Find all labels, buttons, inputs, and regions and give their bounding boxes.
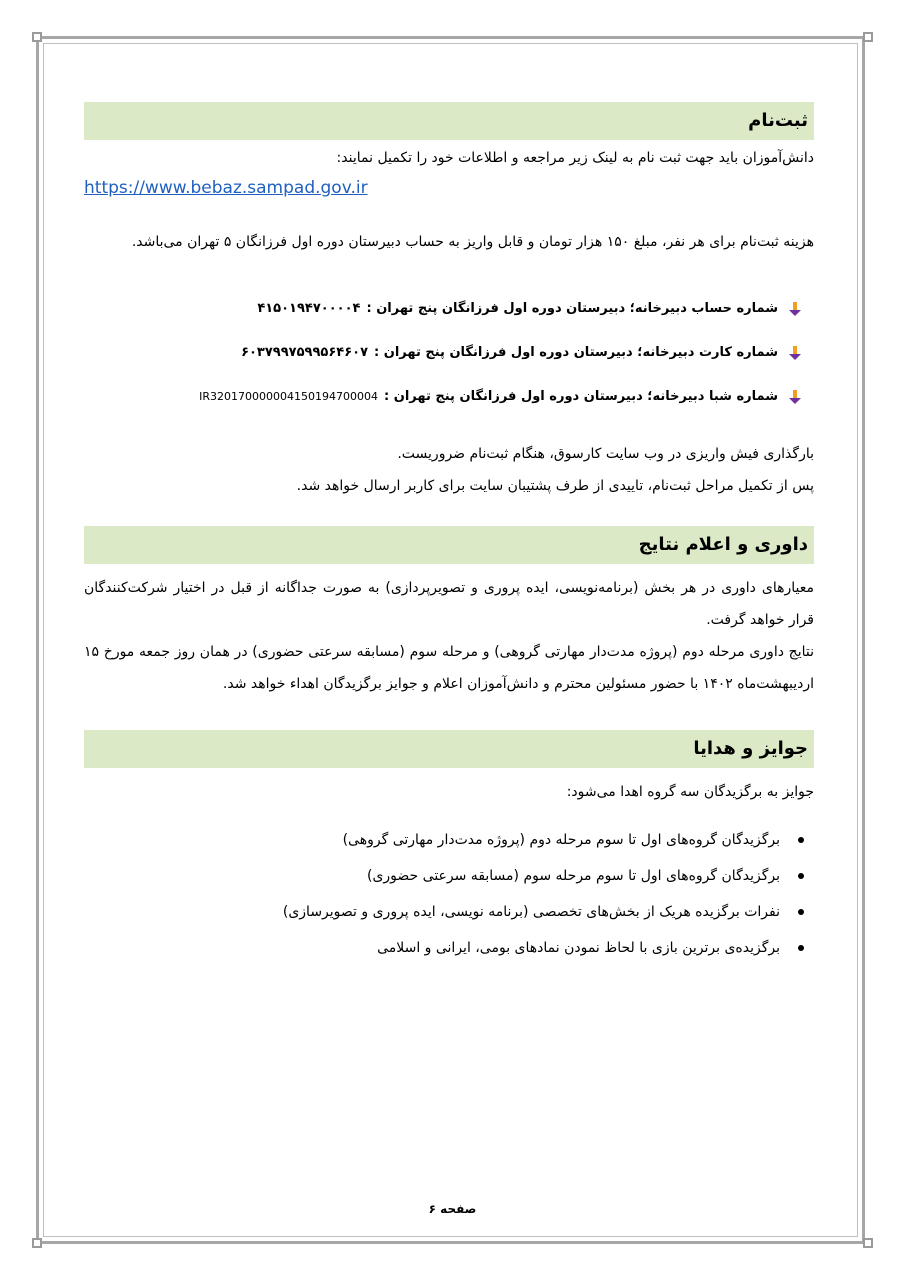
arrow-bullet-icon: [788, 346, 802, 360]
list-item: [84, 930, 804, 966]
list-item: [84, 894, 804, 930]
account-item: [84, 342, 802, 364]
account-label: شماره کارت دبیرخانه؛ دبیرستان دوره اول فرزانگان پنج تهران :: [374, 345, 778, 360]
prize-text: برگزیدگان گروه‌های اول تا سوم مرحله دوم (پروژه مدت‌دار مهارتی گروهی): [342, 832, 780, 848]
account-value: IR320170000004150194700004: [199, 390, 379, 403]
prize-text: برگزیده‌ی برترین بازی با لحاظ نمودن نمادهای بومی، ایرانی و اسلامی: [377, 940, 780, 956]
account-list: [84, 298, 814, 408]
bullet-icon: [798, 873, 804, 879]
list-item: [84, 858, 804, 894]
registration-intro: دانش‌آموزان باید جهت ثبت نام به لینک زیر مراجعه و اطلاعات خود را تکمیل نمایند:: [336, 150, 814, 166]
account-label: شماره حساب دبیرخانه؛ دبیرستان دوره اول فرزانگان پنج تهران :: [366, 301, 778, 316]
account-item: [84, 298, 802, 320]
prize-text: نفرات برگزیده هریک از بخش‌های تخصصی (برنامه نویسی، ایده پروری و تصویرسازی): [282, 904, 780, 920]
prize-text: برگزیدگان گروه‌های اول تا سوم مرحله سوم (مسابقه سرعتی حضوری): [367, 868, 780, 884]
page-number: صفحه ۶: [428, 1202, 477, 1216]
prizes-heading: جوایز و هدایا: [84, 730, 814, 768]
account-label: شماره شبا دبیرخانه؛ دبیرستان دوره اول فرزانگان پنج تهران :: [384, 389, 778, 404]
corner-ornament: [863, 32, 873, 42]
list-item: [84, 822, 804, 858]
bullet-icon: [798, 909, 804, 915]
upload-note: بارگذاری فیش واریزی در وب سایت کارسوق، هنگام ثبت‌نام ضروریست.: [397, 446, 814, 462]
prizes-list: [84, 822, 814, 966]
document-body: [84, 102, 814, 966]
judging-criteria: معیارهای داوری در هر بخش (برنامه‌نویسی، ایده پروری و تصویرپردازی) به صورت جداگانه از قبل در اختیار شرکت‌کنندگان قرار خواهد گرفت.: [84, 580, 814, 628]
judging-heading: داوری و اعلام نتایج: [84, 526, 814, 564]
account-value: ۴۱۵۰۱۹۴۷۰۰۰۰۴: [257, 301, 361, 316]
corner-ornament: [32, 1238, 42, 1248]
prizes-intro: جوایز به برگزیدگان سه گروه اهدا می‌شود:: [566, 784, 814, 800]
registration-heading: ثبت‌نام: [84, 102, 814, 140]
arrow-bullet-icon: [788, 302, 802, 316]
arrow-bullet-icon: [788, 390, 802, 404]
confirm-note: پس از تکمیل مراحل ثبت‌نام، تاییدی از طرف پشتیبان سایت برای کاربر ارسال خواهد شد.: [296, 478, 814, 494]
account-item: [84, 386, 802, 408]
registration-link[interactable]: https://www.bebaz.sampad.gov.ir: [84, 178, 368, 198]
corner-ornament: [32, 32, 42, 42]
judging-results: نتایج داوری مرحله دوم (پروژه مدت‌دار مهارتی گروهی) و مرحله سوم (مسابقه سرعتی حضوری) در همان روز جمعه مورخ ۱۵ اردیبهشت‌ماه ۱۴۰۲ با حضور مسئولین محترم و دانش‌آموزان اعلام و جوایز برگزیدگان اهداء خواهد شد.: [84, 644, 814, 692]
bullet-icon: [798, 837, 804, 843]
account-value: ۶۰۳۷۹۹۷۵۹۹۵۶۴۶۰۷: [241, 345, 369, 360]
bullet-icon: [798, 945, 804, 951]
registration-fee: هزینه ثبت‌نام برای هر نفر، مبلغ ۱۵۰ هزار تومان و قابل واریز به حساب دبیرستان دوره اول فرزانگان ۵ تهران می‌باشد.: [131, 234, 814, 250]
corner-ornament: [863, 1238, 873, 1248]
